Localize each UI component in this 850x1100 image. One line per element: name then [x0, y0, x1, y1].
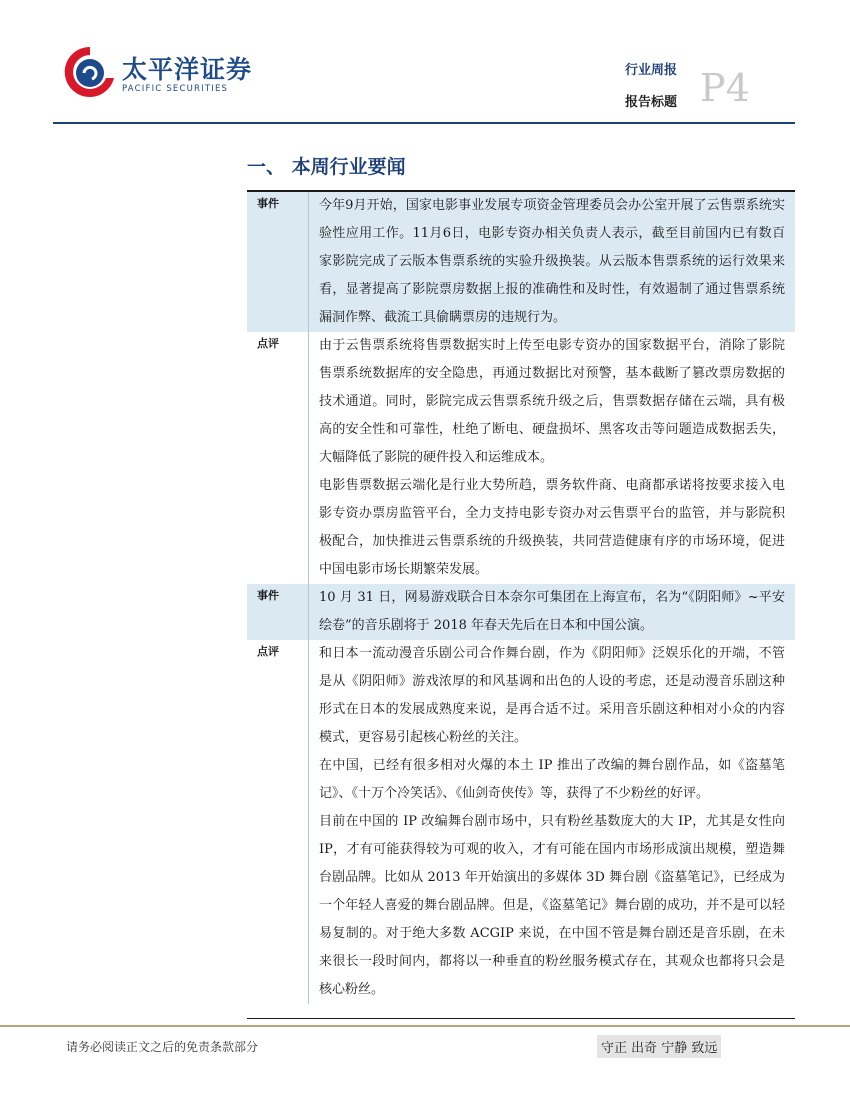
- row-paragraph: 今年9月开始，国家电影事业发展专项资金管理委员会办公室开展了云售票系统实验性应用工作。11月6日，电影专资办相关负责人表示，截至目前国内已有数百家影院完成了云版本售票系统的实验升级换装。从云版本售票系统的运行效果来看，显著提高了影院票房数据上报的准确性和及时性，有效遏制了通过售票系统漏洞作弊、截流工具偷瞒票房的违规行为。: [319, 198, 785, 325]
- row-text: [308, 640, 795, 1004]
- report-title: 报告标题: [625, 95, 678, 110]
- brand-name-cn: 太平洋证券: [122, 55, 253, 84]
- row-label: 事件: [257, 197, 279, 210]
- row-label: 点评: [257, 337, 279, 350]
- row-paragraph: 在中国，已经有很多相对火爆的本土 IP 推出了改编的舞台剧作品，如《盗墓笔记》、《十万个冷笑话》、《仙剑奇侠传》等，获得了不少粉丝的好评。: [319, 758, 785, 801]
- page-number: P4: [700, 66, 750, 110]
- news-table: [247, 192, 795, 1004]
- comment-row: [247, 332, 795, 584]
- footer-motto: 守正 出奇 宁静 致远: [597, 1035, 721, 1058]
- header-divider: [53, 122, 795, 124]
- row-text: [308, 192, 795, 332]
- brand-name-en: PACIFIC SECURITIES: [122, 84, 229, 94]
- table-bottom-rule: [247, 1018, 795, 1019]
- row-text: [308, 584, 795, 640]
- row-label: 点评: [257, 645, 279, 658]
- row-text: [308, 332, 795, 584]
- pacific-logo-icon: [60, 44, 118, 100]
- row-paragraph: 和日本一流动漫音乐剧公司合作舞台剧，作为《阴阳师》泛娱乐化的开端，不管是从《阴阳师》游戏浓厚的和风基调和出色的人设的考虑，还是动漫音乐剧这种形式在日本的发展成熟度来说，是再合适不过。采用音乐剧这种相对小众的内容模式，更容易引起核心粉丝的关注。: [319, 646, 785, 745]
- footer-disclaimer: 请务必阅读正文之后的免责条款部分: [66, 1040, 259, 1054]
- row-paragraph: 由于云售票系统将售票数据实时上传至电影专资办的国家数据平台，消除了影院售票系统数据库的安全隐患，再通过数据比对预警，基本截断了篡改票房数据的技术通道。同时，影院完成云售票系统升级之后，售票数据存储在云端，具有极高的安全性和可靠性，杜绝了断电、硬盘损坏、黑客攻击等问题造成数据丢失，大幅降低了影院的硬件投入和运维成本。: [319, 338, 785, 465]
- event-row: [247, 192, 795, 332]
- row-paragraph: 目前在中国的 IP 改编舞台剧市场中，只有粉丝基数庞大的大 IP，尤其是女性向 IP，才有可能获得较为可观的收入，才有可能在国内市场形成演出规模，塑造舞台剧品牌。比如从 2013 年开始演出的多媒体 3D 舞台剧《盗墓笔记》，已经成为一个年轻人喜爱的舞台剧品牌。但是，《盗墓笔记》舞台剧的成功，并不是可以轻易复制的。对于绝大多数 ACGIP 来说，在中国不管是舞台剧还是音乐剧，在未来很长一段时间内，都将以一种垂直的粉丝服务模式存在，其观众也都将只会是核心粉丝。: [319, 814, 785, 997]
- row-paragraph: 10 月 31 日，网易游戏联合日本奈尔可集团在上海宣布，名为“《阴阳师》~平安绘卷”的音乐剧将于 2018 年春天先后在日本和中国公演。: [319, 590, 785, 633]
- company-logo: [60, 44, 260, 100]
- event-row: [247, 584, 795, 640]
- footer-divider: [0, 1025, 850, 1027]
- row-label: 事件: [257, 589, 279, 602]
- report-type: 行业周报: [625, 63, 678, 78]
- section-title: 一、 本周行业要闻: [247, 156, 406, 178]
- row-paragraph: 电影售票数据云端化是行业大势所趋，票务软件商、电商都承诺将按要求接入电影专资办票房监管平台，全力支持电影专资办对云售票平台的监管，并与影院积极配合，加快推进云售票系统的升级换装，共同营造健康有序的市场环境，促进中国电影市场长期繁荣发展。: [319, 478, 785, 577]
- comment-row: [247, 640, 795, 1004]
